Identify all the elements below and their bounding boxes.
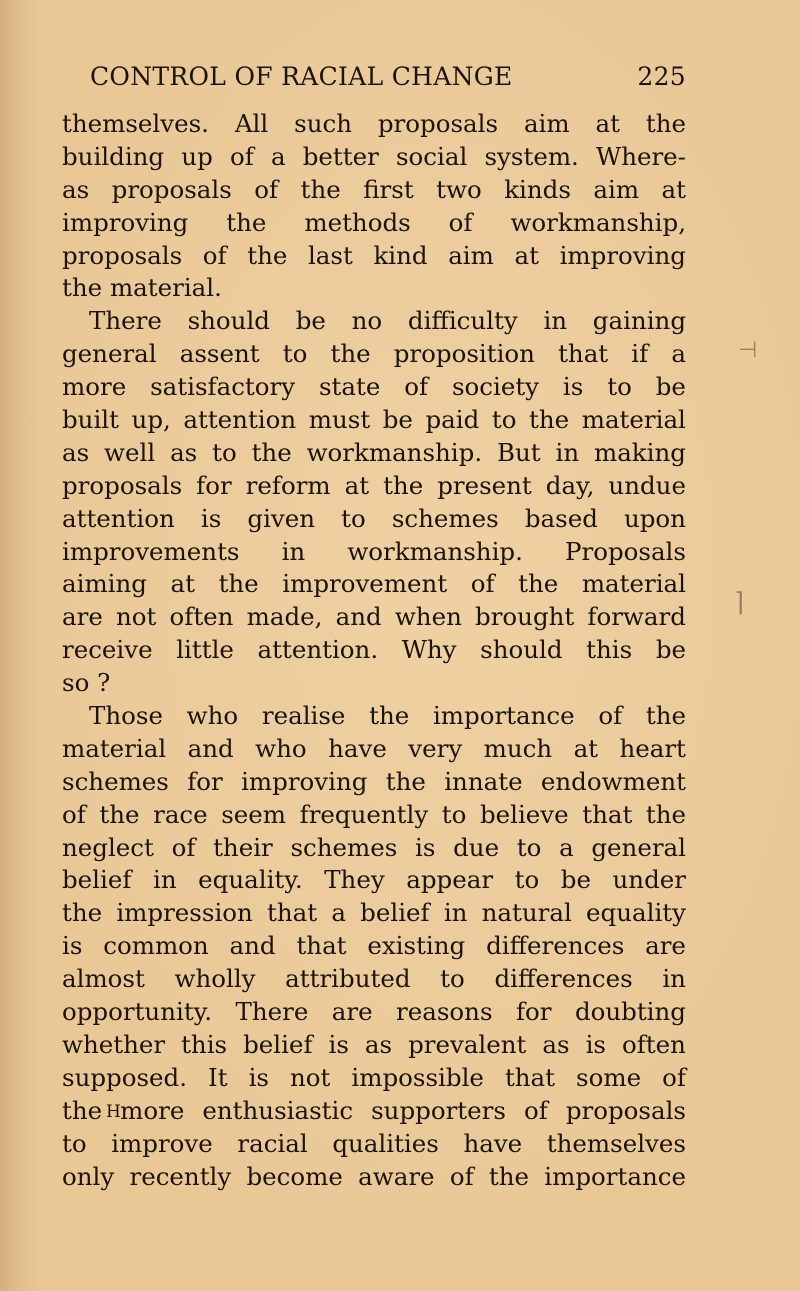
word: at: [514, 240, 539, 270]
signature-mark: H: [106, 1102, 121, 1122]
word: the: [218, 569, 259, 599]
text-line: [62, 174, 686, 207]
word: whether: [62, 1029, 166, 1059]
word: well: [104, 437, 156, 467]
word: to: [607, 372, 632, 402]
word: for: [187, 766, 223, 796]
word: endowment: [540, 766, 686, 796]
word: is: [248, 1062, 269, 1092]
word: to: [441, 799, 467, 829]
word: to: [341, 503, 366, 533]
word: reform: [245, 470, 331, 500]
text-line: [62, 963, 686, 996]
word: ?: [97, 668, 111, 698]
word: differences: [494, 964, 633, 994]
word: be: [295, 306, 326, 336]
word: belief: [62, 865, 132, 895]
word: supposed.: [62, 1062, 188, 1092]
word: existing: [367, 931, 466, 961]
word: must: [308, 405, 371, 435]
word: the: [645, 799, 686, 829]
word: It: [208, 1062, 228, 1092]
word: There: [89, 306, 162, 336]
word: at: [170, 569, 195, 599]
word: are: [331, 997, 373, 1027]
word: building: [62, 141, 165, 171]
word: the: [62, 1095, 103, 1125]
word: proposals: [377, 109, 499, 138]
word: so: [62, 668, 90, 698]
word: themselves.: [62, 109, 209, 138]
text-line: [62, 108, 686, 141]
word: improving: [559, 240, 686, 270]
word: not: [290, 1062, 331, 1092]
word: based: [524, 503, 598, 533]
word: impression: [116, 898, 253, 928]
word: social: [395, 141, 468, 171]
word: under: [612, 865, 686, 895]
word: Those: [89, 701, 163, 731]
word: not: [115, 602, 157, 632]
word: of: [62, 799, 86, 829]
word: racial: [237, 1128, 308, 1158]
word: workmanship,: [510, 207, 686, 237]
word: is: [200, 503, 222, 533]
word: the: [226, 207, 267, 237]
word: much: [483, 733, 553, 763]
word: doubting: [574, 997, 686, 1027]
word: as: [542, 1029, 570, 1059]
word: of: [202, 240, 227, 270]
word: the: [99, 799, 140, 829]
word: improving: [241, 766, 368, 796]
word: more: [120, 1095, 185, 1125]
word: who: [255, 733, 307, 763]
word: is: [415, 832, 436, 862]
word: All: [234, 109, 269, 138]
word: natural: [481, 898, 572, 928]
word: have: [463, 1128, 523, 1158]
word: proposals: [565, 1095, 686, 1125]
word: as: [170, 437, 198, 467]
word: day,: [545, 470, 595, 500]
word: society: [451, 372, 540, 402]
word: race: [153, 799, 208, 829]
word: a: [270, 141, 286, 171]
word: up,: [131, 405, 171, 435]
word: recently: [129, 1161, 232, 1191]
word: proposals: [111, 174, 232, 204]
text-line: [62, 536, 686, 569]
word: neglect: [62, 832, 154, 862]
text-line: [62, 470, 686, 503]
word: attention: [183, 405, 297, 435]
word: material: [62, 733, 167, 763]
word: often: [621, 1029, 686, 1059]
word: difficulty: [407, 306, 518, 336]
word: kind: [373, 240, 428, 270]
word: only: [62, 1161, 115, 1191]
word: in: [543, 306, 568, 336]
word: enthusiastic: [202, 1095, 354, 1125]
word: heart: [619, 733, 686, 763]
word: made,: [246, 602, 323, 632]
text-line: [62, 371, 686, 404]
word: proposals: [62, 240, 183, 270]
word: the: [383, 470, 424, 500]
word: that: [296, 931, 347, 961]
word: equality.: [198, 865, 303, 895]
word: have: [328, 733, 387, 763]
word: material.: [109, 273, 222, 303]
word: Where-: [596, 141, 686, 171]
word: attention: [62, 503, 175, 533]
word: in: [443, 898, 468, 928]
word: believe: [479, 799, 569, 829]
word: present: [437, 470, 532, 500]
text-line: [62, 667, 686, 700]
word: a: [559, 832, 574, 862]
word: as: [62, 174, 90, 204]
word: equality: [586, 898, 686, 928]
text-line: [62, 305, 686, 338]
word: paid: [425, 405, 480, 435]
word: that: [267, 898, 318, 928]
word: their: [213, 832, 273, 862]
word: workmanship.: [347, 536, 523, 566]
word: undue: [608, 470, 686, 500]
word: better: [302, 141, 379, 171]
word: more: [62, 372, 127, 402]
word: state: [318, 372, 381, 402]
text-line: [62, 1095, 686, 1128]
word: in: [555, 437, 580, 467]
word: in: [662, 964, 686, 994]
word: of: [449, 1161, 474, 1191]
word: in: [281, 536, 306, 566]
word: Why: [401, 635, 457, 665]
word: given: [247, 503, 316, 533]
word: satisfactory: [150, 372, 296, 402]
word: proposals: [62, 470, 183, 500]
word: the: [645, 109, 686, 138]
word: innate: [444, 766, 523, 796]
word: appear: [406, 865, 494, 895]
word: who: [186, 701, 239, 731]
word: to: [282, 339, 308, 369]
word: the: [251, 437, 292, 467]
word: making: [593, 437, 686, 467]
word: proposition: [393, 339, 535, 369]
word: to: [491, 405, 517, 435]
text-line: [62, 1062, 686, 1095]
text-line: [62, 1029, 686, 1062]
word: opportunity.: [62, 997, 213, 1027]
word: attention.: [257, 635, 379, 665]
word: that: [504, 1062, 556, 1092]
word: to: [516, 832, 542, 862]
word: material: [581, 569, 686, 599]
word: brought: [475, 602, 575, 632]
word: if: [631, 339, 649, 369]
word: at: [344, 470, 370, 500]
word: differences: [486, 931, 625, 961]
text-line: [62, 207, 686, 240]
word: of: [662, 1062, 686, 1092]
word: the: [247, 240, 288, 270]
word: Proposals: [565, 536, 686, 566]
text-line: [62, 272, 686, 305]
word: is: [562, 372, 584, 402]
text-line: [62, 437, 686, 470]
word: up: [181, 141, 213, 171]
word: the: [488, 1161, 530, 1191]
word: the: [645, 701, 686, 731]
word: are: [62, 602, 103, 632]
word: the: [385, 766, 426, 796]
word: aim: [593, 174, 640, 204]
word: and: [187, 733, 234, 763]
text-line: [62, 568, 686, 601]
word: upon: [623, 503, 686, 533]
word: the: [518, 569, 559, 599]
word: of: [404, 372, 429, 402]
word: importance: [544, 1161, 686, 1191]
word: should: [480, 635, 563, 665]
word: improving: [62, 207, 189, 237]
word: methods: [304, 207, 411, 237]
word: is: [328, 1029, 349, 1059]
word: to: [514, 865, 540, 895]
word: a: [331, 898, 346, 928]
word: material: [581, 405, 686, 435]
text-line: [62, 1128, 686, 1161]
word: qualities: [332, 1128, 439, 1158]
word: of: [254, 174, 279, 204]
word: of: [598, 701, 623, 731]
word: the: [369, 701, 410, 731]
word: of: [171, 832, 196, 862]
text-line: [62, 996, 686, 1029]
word: to: [212, 437, 237, 467]
word: of: [229, 141, 254, 171]
word: to: [440, 964, 465, 994]
word: as: [364, 1029, 393, 1059]
running-head-title: CONTROL OF RACIAL CHANGE: [90, 61, 513, 91]
text-line: [62, 338, 686, 371]
word: be: [655, 635, 686, 665]
word: is: [585, 1029, 606, 1059]
text-line: [62, 141, 686, 174]
word: is: [62, 931, 83, 961]
word: in: [152, 865, 177, 895]
word: general: [62, 339, 157, 369]
word: frequently: [299, 799, 429, 829]
word: system.: [484, 141, 579, 171]
word: as: [62, 437, 90, 467]
text-line: [62, 766, 686, 799]
word: this: [586, 635, 633, 665]
word: reasons: [396, 997, 493, 1027]
word: gaining: [592, 306, 686, 336]
word: first: [363, 174, 414, 204]
word: and: [229, 931, 276, 961]
word: the: [330, 339, 371, 369]
word: schemes: [62, 766, 169, 796]
word: be: [655, 372, 686, 402]
word: very: [408, 733, 463, 763]
word: of: [448, 207, 473, 237]
text-line: [62, 1161, 686, 1194]
word: importance: [432, 701, 575, 731]
text-line: [62, 733, 686, 766]
word: improvements: [62, 536, 240, 566]
word: some: [576, 1062, 642, 1092]
text-line: [62, 240, 686, 273]
text-line: [62, 930, 686, 963]
word: supporters: [371, 1095, 506, 1125]
text-line: [62, 503, 686, 536]
page-number: 225: [637, 61, 686, 91]
word: almost: [62, 964, 145, 994]
body-text: [62, 108, 686, 1193]
word: impossible: [351, 1062, 484, 1092]
text-line: [62, 700, 686, 733]
word: such: [294, 109, 352, 138]
word: at: [595, 109, 620, 138]
word: the: [62, 898, 103, 928]
word: built: [62, 405, 119, 435]
word: aware: [358, 1161, 435, 1191]
word: improve: [111, 1128, 213, 1158]
word: wholly: [174, 964, 256, 994]
word: last: [307, 240, 353, 270]
word: attributed: [285, 964, 411, 994]
word: belief: [243, 1029, 313, 1059]
word: for: [515, 997, 552, 1027]
text-line: [62, 799, 686, 832]
word: There: [235, 997, 309, 1027]
margin-pencil-mark: ⌉: [734, 588, 745, 618]
word: and: [335, 602, 382, 632]
word: often: [169, 602, 234, 632]
running-head: [90, 56, 686, 96]
word: be: [560, 865, 591, 895]
word: are: [645, 931, 686, 961]
word: that: [582, 799, 633, 829]
text-line: [62, 601, 686, 634]
word: belief: [360, 898, 430, 928]
word: schemes: [290, 832, 398, 862]
word: aim: [448, 240, 494, 270]
word: the: [300, 174, 341, 204]
text-line: [62, 634, 686, 667]
word: forward: [587, 602, 686, 632]
word: the: [62, 273, 103, 303]
word: at: [573, 733, 599, 763]
word: become: [246, 1161, 343, 1191]
word: aiming: [62, 569, 147, 599]
word: aim: [523, 109, 570, 138]
word: little: [176, 635, 234, 665]
word: themselves: [546, 1128, 686, 1158]
word: But: [496, 437, 541, 467]
text-line: [62, 897, 686, 930]
word: should: [187, 306, 270, 336]
word: of: [470, 569, 495, 599]
word: due: [453, 832, 500, 862]
text-line: [62, 864, 686, 897]
word: at: [661, 174, 686, 204]
word: that: [558, 339, 609, 369]
word: seem: [221, 799, 287, 829]
text-line: [62, 404, 686, 437]
word: general: [591, 832, 686, 862]
word: for: [196, 470, 232, 500]
word: workmanship.: [306, 437, 483, 467]
word: the: [529, 405, 570, 435]
text-line: [62, 832, 686, 865]
word: realise: [261, 701, 346, 731]
word: when: [394, 602, 462, 632]
word: a: [671, 339, 686, 369]
word: two: [436, 174, 482, 204]
word: be: [382, 405, 413, 435]
word: this: [181, 1029, 228, 1059]
word: They: [324, 865, 385, 895]
word: kinds: [504, 174, 571, 204]
word: schemes: [391, 503, 499, 533]
word: improvement: [282, 569, 448, 599]
margin-pencil-mark: ⊣: [738, 338, 758, 363]
word: of: [523, 1095, 548, 1125]
word: receive: [62, 635, 153, 665]
word: no: [351, 306, 383, 336]
word: to: [62, 1128, 87, 1158]
word: prevalent: [408, 1029, 527, 1059]
word: common: [103, 931, 209, 961]
word: assent: [179, 339, 260, 369]
